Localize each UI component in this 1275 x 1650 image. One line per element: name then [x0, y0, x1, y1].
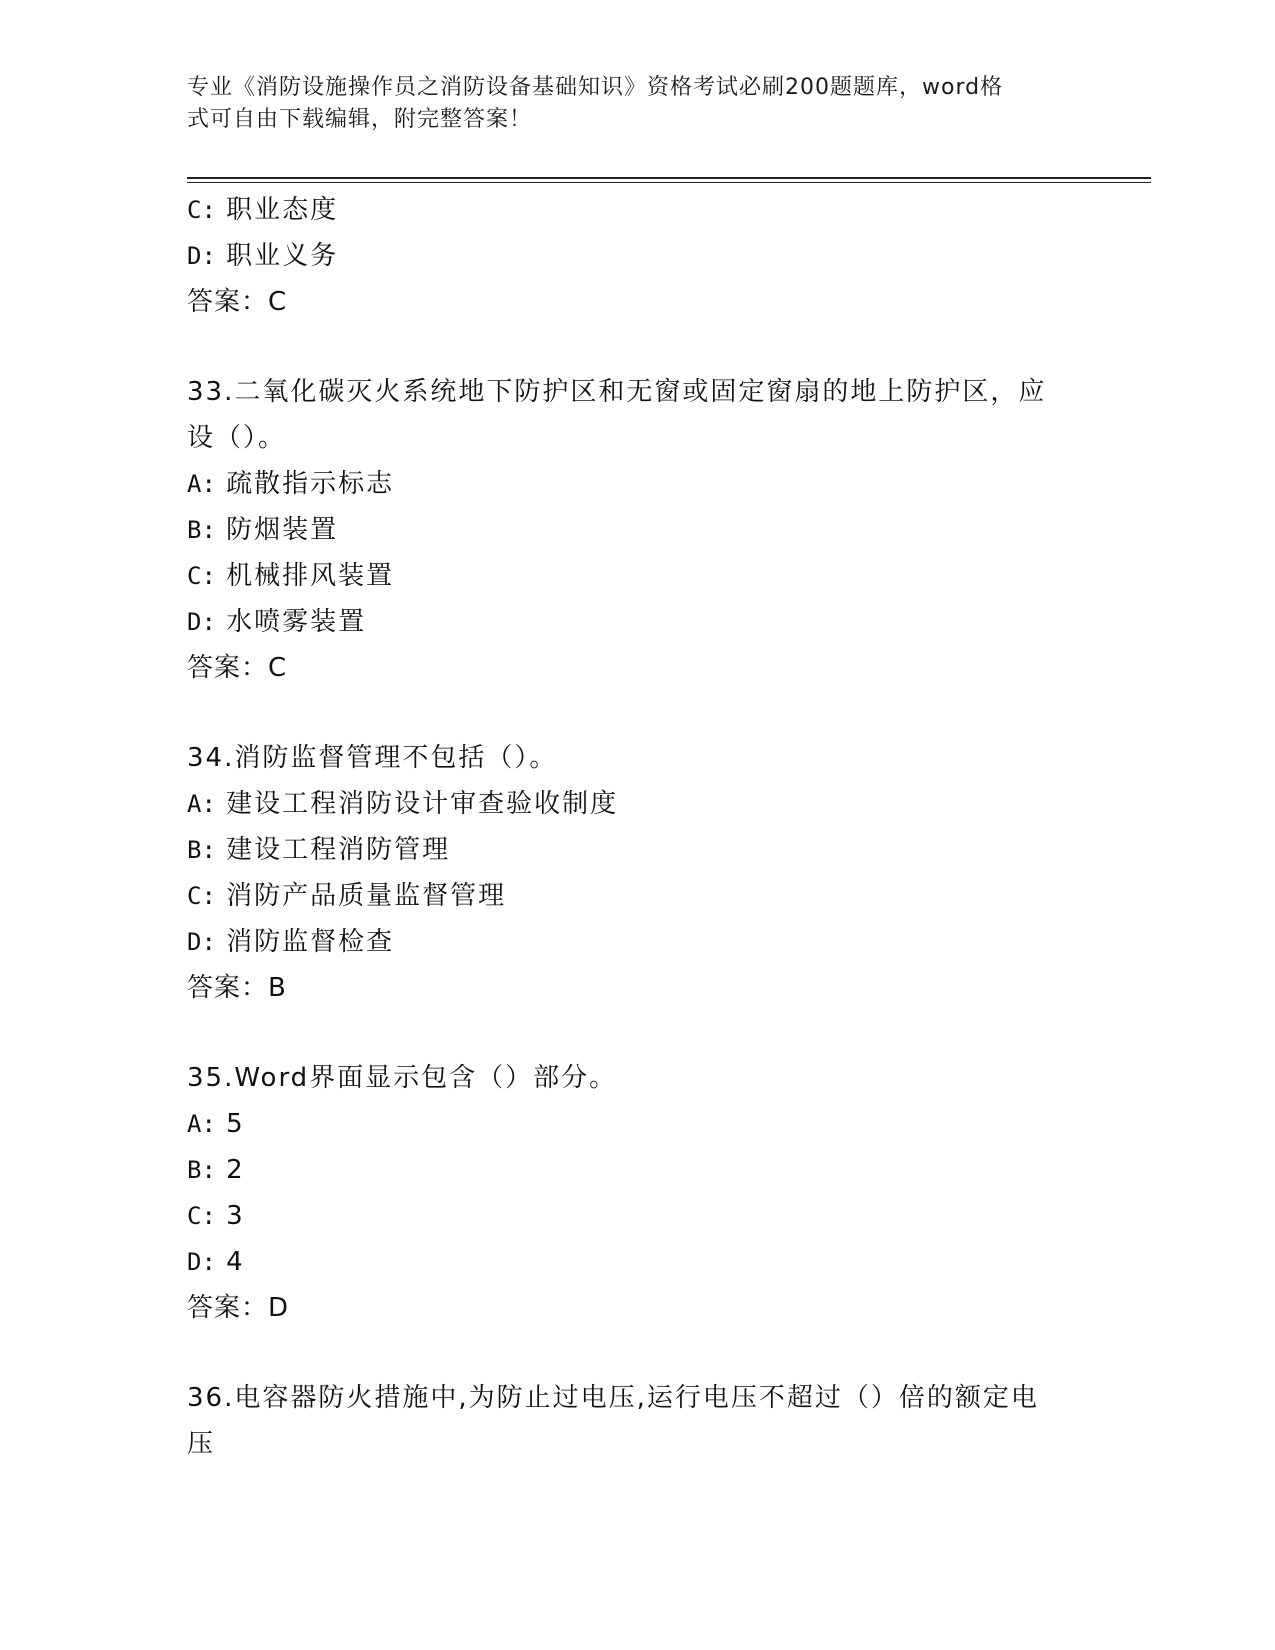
option-letter: A: [187, 470, 216, 498]
option-d [187, 233, 1087, 279]
option-text: 水喷雾装置 [226, 607, 367, 637]
previous-question [187, 187, 1087, 325]
option-c [187, 553, 1087, 599]
question-35 [187, 1055, 1087, 1331]
question-34 [187, 735, 1087, 1011]
option-c [187, 873, 1087, 919]
option-letter: C: [187, 562, 216, 590]
option-text: 机械排风装置 [226, 561, 395, 591]
option-text: 疏散指示标志 [226, 469, 395, 499]
document-header [187, 72, 1067, 136]
spacer [187, 1011, 1087, 1055]
question-stem: 33.二氧化碳灭火系统地下防护区和无窗或固定窗扇的地上防护区，应 [187, 377, 1047, 407]
option-letter: B: [187, 516, 216, 544]
option-c [187, 1193, 1087, 1239]
option-text: 建设工程消防管理 [226, 835, 451, 865]
question-stem-continued: 设（）。 [187, 423, 287, 453]
question-stem-continued: 压 [187, 1429, 216, 1459]
question-36 [187, 1375, 1087, 1467]
option-letter: C: [187, 1202, 216, 1230]
question-stem: 35.Word界面显示包含（）部分。 [187, 1063, 618, 1093]
answer-line: 答案：B [187, 973, 287, 1003]
option-text: 4 [226, 1247, 245, 1277]
option-letter: A: [187, 1110, 216, 1138]
option-a [187, 781, 1087, 827]
question-stem: 36.电容器防火措施中,为防止过电压,运行电压不超过（）倍的额定电 [187, 1383, 1039, 1413]
option-letter: D: [187, 928, 216, 956]
header-rule-thick [187, 177, 1151, 179]
option-text: 2 [226, 1155, 245, 1185]
option-text: 消防监督检查 [226, 927, 395, 957]
spacer [187, 691, 1087, 735]
answer-line: 答案：D [187, 1293, 290, 1323]
option-text: 建设工程消防设计审查验收制度 [226, 789, 619, 819]
option-letter: B: [187, 836, 216, 864]
header-line-2: 式可自由下载编辑，附完整答案！ [187, 107, 533, 132]
option-letter: A: [187, 790, 216, 818]
document-body [187, 187, 1087, 1467]
option-text: 职业态度 [226, 195, 339, 225]
option-text: 消防产品质量监督管理 [226, 881, 507, 911]
option-letter: B: [187, 1156, 216, 1184]
option-d [187, 1239, 1087, 1285]
option-letter: D: [187, 242, 216, 270]
option-letter: C: [187, 196, 216, 224]
option-text: 5 [226, 1109, 245, 1139]
option-a [187, 461, 1087, 507]
option-letter: D: [187, 608, 216, 636]
header-rule-thin [187, 182, 1151, 183]
spacer [187, 325, 1087, 369]
spacer [187, 1331, 1087, 1375]
option-text: 职业义务 [226, 241, 339, 271]
option-letter: C: [187, 882, 216, 910]
option-b [187, 507, 1087, 553]
option-text: 3 [226, 1201, 245, 1231]
question-33 [187, 369, 1087, 691]
option-b [187, 1147, 1087, 1193]
option-b [187, 827, 1087, 873]
option-letter: D: [187, 1248, 216, 1276]
option-c [187, 187, 1087, 233]
header-line-1: 专业《消防设施操作员之消防设备基础知识》资格考试必刷200题题库，word格 [187, 75, 1004, 100]
option-a [187, 1101, 1087, 1147]
answer-line: 答案：C [187, 287, 288, 317]
question-stem: 34.消防监督管理不包括（）。 [187, 743, 558, 773]
option-text: 防烟装置 [226, 515, 339, 545]
option-d [187, 599, 1087, 645]
answer-line: 答案：C [187, 653, 288, 683]
option-d [187, 919, 1087, 965]
